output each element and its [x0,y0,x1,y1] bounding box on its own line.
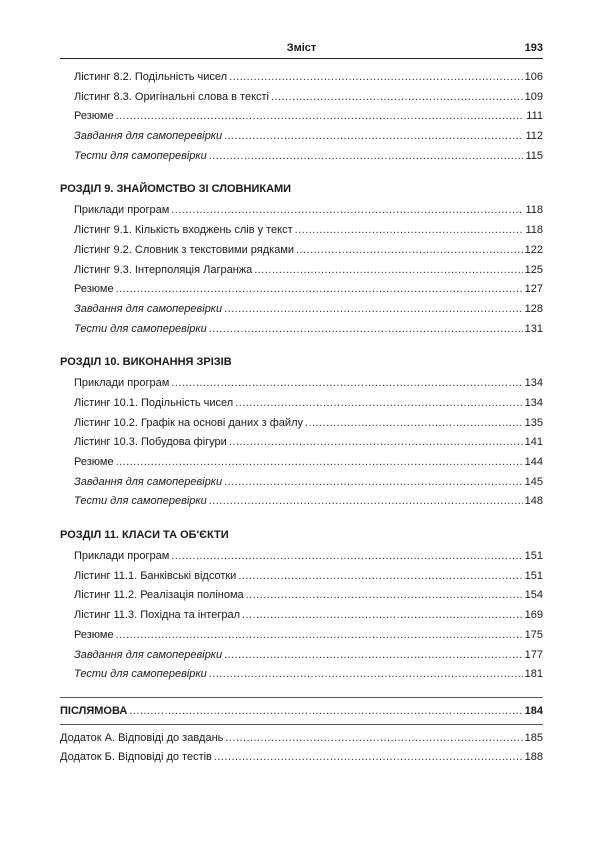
toc-entry-page: 112 [525,130,543,143]
leader-dots [209,665,523,685]
leader-dots [171,201,523,221]
toc-entry-label: Додаток Б. Відповіді до тестів [60,751,212,764]
toc-entry-label: Лістинг 9.3. Інтерполяція Лагранжа [74,263,253,276]
toc-entry[interactable] [60,586,543,606]
toc-entry-page: 148 [524,495,543,508]
toc-entry[interactable] [60,547,543,567]
leader-dots [271,88,523,108]
toc-entry-label: Резюме [74,628,114,641]
toc-entry-label: Резюме [74,456,114,468]
toc-entry[interactable] [60,567,543,587]
toc-entry[interactable] [60,261,543,281]
leader-dots [209,320,523,340]
toc-entry-label: Приклади програм [74,204,170,217]
toc-entry-label: Завдання для самоперевірки [74,302,223,315]
toc-entry[interactable] [60,433,543,453]
toc-entry-label: Лістинг 9.2. Словник з текстовими рядками [74,243,295,256]
toc-entry-page: 145 [524,475,543,488]
leader-dots [116,626,523,646]
toc-entry-label: Лістинг 11.3. Похідна та інтеграл [74,609,241,622]
toc-entry-page: 109 [524,90,543,103]
toc-entry-label: Резюме [74,283,114,296]
toc-section [60,524,543,685]
toc-entry[interactable] [60,68,543,88]
toc-entry-label: Лістинг 8.2. Подільність чисел [74,71,228,83]
toc-entry-page: 188 [524,751,543,764]
toc-entry[interactable] [60,646,543,666]
toc-entry-label: Тести для самоперевірки [74,322,207,335]
toc-entry-page: 118 [525,224,543,237]
toc-entry-page: 175 [524,628,543,641]
toc-entry-page: 134 [524,377,543,390]
toc-appendices [60,729,543,768]
leader-dots [229,68,523,88]
leader-dots [116,107,525,127]
leader-dots [254,261,522,281]
leader-dots [224,300,523,320]
toc-entry-label: Лістинг 11.2. Реалізація полінома [74,589,244,602]
toc-entry[interactable] [60,473,543,493]
header-page-number: 193 [524,42,543,54]
toc-entry-label: Приклади програм [74,377,170,390]
leader-dots [295,221,524,241]
toc-entry-page: 122 [524,243,543,256]
leader-dots [229,433,523,453]
toc-section [60,351,543,512]
toc-entry-page: 169 [524,609,543,622]
toc-entry[interactable] [60,201,543,221]
toc-divider-top [60,697,543,698]
toc-entry[interactable] [60,88,543,108]
toc-entry[interactable] [60,320,543,340]
leader-dots [224,473,523,493]
toc-entry-page: 127 [524,283,543,296]
toc-entry-label: Лістинг 9.1. Кількість входжень слів у текст [74,224,293,237]
leader-dots [224,646,523,666]
leader-dots [242,606,523,626]
toc-entry-label: Тести для самоперевірки [74,149,207,162]
leader-dots [238,567,522,587]
toc-entry-label: Лістинг 10.3. Побудова фігури [74,436,227,449]
toc-entry-label: Лістинг 8.3. Оригінальні слова в тексті [74,90,269,103]
header-title: Зміст [286,42,317,54]
toc-entry[interactable] [60,626,543,646]
toc-entry-label: ПІСЛЯМОВА [60,704,128,717]
toc-entry[interactable] [60,729,543,749]
toc-entry-page: 106 [524,71,543,83]
toc-entry-label: Завдання для самоперевірки [74,130,223,143]
toc-entry[interactable] [60,414,543,434]
toc-entry[interactable] [60,665,543,685]
toc-entry-label: Завдання для самоперевірки [74,475,223,488]
toc-entry-page: 144 [524,456,543,468]
leader-dots [116,453,523,473]
leader-dots [296,241,523,261]
toc-entry-page: 151 [524,569,543,582]
leader-dots [171,374,522,394]
toc-entry-page: 118 [525,204,543,217]
toc-entry-page: 135 [524,416,543,429]
toc-entry-page: 185 [524,731,543,744]
toc-entry-label: Лістинг 11.1. Банківські відсотки [74,569,237,582]
toc-entry-page: 184 [524,704,543,717]
toc-entry[interactable] [60,300,543,320]
toc-afterword[interactable] [60,702,543,722]
toc-entry[interactable] [60,394,543,414]
toc-entry[interactable] [60,241,543,261]
toc-entry[interactable] [60,606,543,626]
leader-dots [209,147,524,167]
toc-entry-page: 177 [524,648,543,661]
toc-entry[interactable] [60,453,543,473]
toc-entry[interactable] [60,221,543,241]
toc-entry[interactable] [60,280,543,300]
leader-dots [129,702,522,722]
running-header [60,40,543,56]
toc-entry-page: 154 [524,589,543,602]
leader-dots [305,414,523,434]
section-heading[interactable]: РОЗДІЛ 11. КЛАСИ ТА ОБ'ЄКТИ [60,529,229,542]
section-heading[interactable]: РОЗДІЛ 10. ВИКОНАННЯ ЗРІЗІВ [60,356,232,369]
toc-entry[interactable] [60,492,543,512]
leader-dots [246,586,523,606]
toc-entry-page: 151 [524,550,543,563]
toc-entry[interactable] [60,147,543,167]
toc-divider-bottom [60,724,543,725]
toc-entry-label: Приклади програм [74,550,170,563]
toc-entry-page: 115 [525,149,543,162]
leader-dots [235,394,522,414]
toc-sections [60,178,543,684]
leader-dots [224,127,523,147]
toc-entry-label: Резюме [74,110,114,123]
leader-dots [209,492,523,512]
toc-entry-page: 128 [524,302,543,315]
toc-entry[interactable] [60,127,543,147]
toc-entry-label: Завдання для самоперевірки [74,648,223,661]
toc-entry-label: Тести для самоперевірки [74,668,207,681]
toc-entry[interactable] [60,748,543,768]
leader-dots [171,547,522,567]
toc-section [60,178,543,339]
toc-entry-page: 181 [524,668,543,681]
header-rule [60,58,543,59]
toc-entry-page: 111 [526,110,543,123]
toc-entry-label: Додаток А. Відповіді до завдань [60,731,224,744]
toc-lead-entries [60,68,543,166]
leader-dots [225,729,522,749]
section-heading[interactable]: РОЗДІЛ 9. ЗНАЙОМСТВО ЗІ СЛОВНИКАМИ [60,183,292,196]
toc-entry[interactable] [60,107,543,127]
toc-entry-page: 131 [524,322,543,335]
toc-entry[interactable] [60,374,543,394]
leader-dots [214,748,523,768]
toc-entry-page: 125 [524,263,543,276]
toc-entry-page: 141 [524,436,543,449]
toc-entry-page: 134 [524,396,543,409]
toc-entry-label: Лістинг 10.1. Подільність чисел [74,396,234,409]
table-of-contents [60,68,543,768]
toc-entry-label: Лістинг 10.2. Графік на основі даних з файлу [74,416,303,429]
toc-entry-label: Тести для самоперевірки [74,495,207,508]
leader-dots [116,280,523,300]
